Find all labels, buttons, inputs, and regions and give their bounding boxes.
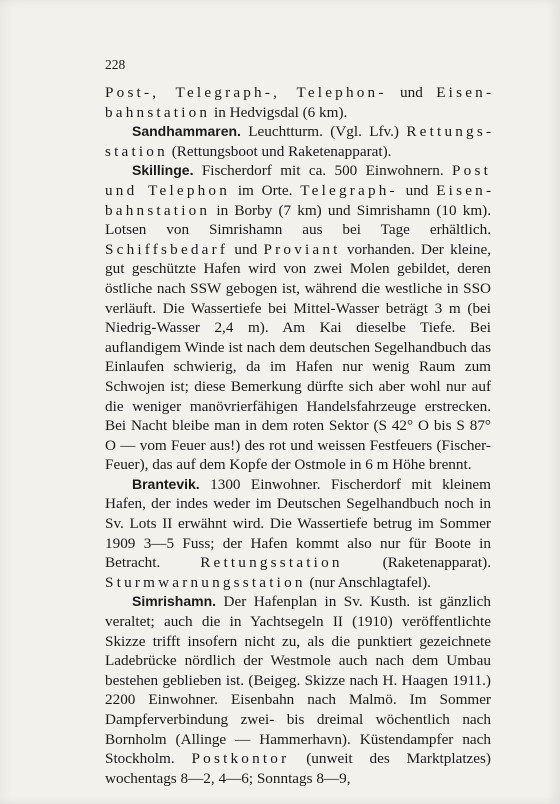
spaced-text: Post und Telephon bbox=[105, 162, 491, 199]
text-run: Der Hafenplan in Sv. Kusth. ist gänzlich veraltet; auch die in Yachtsegeln II (1910) veröffentlichte Skizze trifft insofern nicht zu, als die punktiert gezeichnete Ladebrücke nördlich der Westmole auch nach dem Umbau bestehen geblieben ist. (Beigeg. Skizze nach H. Haagen 1911.) 2200 Einwohner. Eisenbahn nach Malmö. Im Sommer Dampferverbindung zwei- bis dreimal wöchentlich nach Bornholm (Allinge — Hammerhavn). Küstendampfer nach Stockholm. bbox=[105, 593, 491, 768]
spaced-text: Postkontor bbox=[191, 750, 290, 768]
text-run: und bbox=[397, 181, 437, 199]
text-run: 1300 Einwohner. Fischerdorf mit kleinem Hafen, der indes weder im Deutschen Segelhandbuch noch in Sv. Lots II erwähnt wird. Die Wassertiefe betrug im Sommer 1909 3—5 Fuss; der Hafen kommt also nur für Boote in Betracht. bbox=[105, 475, 491, 572]
text-run: (Raketenapparat). bbox=[342, 554, 491, 572]
spaced-text: Rettungsstation bbox=[105, 123, 491, 160]
text-run: im Orte. bbox=[230, 181, 301, 199]
text-run: (nur Anschlagtafel). bbox=[305, 573, 431, 591]
paragraph-simrishamn bbox=[105, 592, 491, 788]
text-run: (Rettungsboot und Raketenapparat). bbox=[167, 142, 392, 160]
spaced-text: Eisenbahnstation bbox=[105, 181, 492, 219]
spaced-text: Schiffsbedarf bbox=[105, 240, 229, 258]
paragraph-skillinge bbox=[105, 161, 491, 475]
text-run: in Hedvigsdal (6 km). bbox=[210, 103, 348, 121]
body-text bbox=[105, 83, 491, 788]
text-run: und bbox=[386, 84, 437, 101]
text-run: in Borby (7 km) und Simrishamn (10 km). Lotsen von Simrishamn aus bei Tage erhältlich. bbox=[105, 201, 491, 239]
spaced-text: Sturmwarnungsstation bbox=[105, 573, 306, 591]
place-heading: Sandhammaren. bbox=[132, 123, 241, 140]
paragraph-hedvigsdal bbox=[105, 83, 491, 122]
spaced-text: Eisenbahnstation bbox=[105, 84, 491, 121]
spaced-text: Rettungsstation bbox=[200, 554, 343, 572]
paragraph-sandhammaren bbox=[105, 122, 491, 161]
text-run: (unweit des Marktplatzes) wochentags 8—2, 4—6; Sonntags 8—9, bbox=[105, 750, 491, 787]
spaced-text: Post-, Telegraph-, Telephon- bbox=[105, 84, 387, 101]
text-run: vorhanden. Der kleine, gut geschützte Hafen wird von zwei Molen gebildet, deren östliche nach SSW gebogen ist, während die westliche in SSO verläuft. Die Wassertiefe bei Mittel-Wasser beträgt 3 m (bei Niedrig-Wasser 2,4 m). Am Kai dieselbe Tiefe. Bei auflandigem Winde ist nach dem deutschen Segelhandbuch das Einlaufen schwierig, da im Hafen nur wenig Raum zum Schwojen ist; diese Bemerkung dürfte sich aber wohl nur auf die weniger manövrierfähigen Handelsfahrzeuge erstrecken. Bei Nacht bleibe man in dem roten Sektor (S 42° O bis S 87° O — vom Feuer aus!) des rot und weissen Festfeuers (Fischer-Feuer), das auf dem Kopfe der Ostmole in 6 m Höhe brennt. bbox=[105, 240, 492, 474]
text-run: Leuchtturm. (Vgl. Lfv.) bbox=[240, 123, 407, 141]
place-heading: Skillinge. bbox=[132, 162, 194, 179]
page-number: 228 bbox=[105, 57, 126, 72]
spaced-text: Telegraph- bbox=[300, 181, 398, 199]
spaced-text: Proviant bbox=[263, 240, 341, 258]
place-heading: Brantevik. bbox=[132, 475, 200, 492]
text-run: Fischerdorf mit ca. 500 Einwohnern. bbox=[193, 162, 453, 180]
place-heading: Simrishamn. bbox=[132, 593, 217, 610]
text-run: und bbox=[228, 240, 264, 258]
paragraph-brantevik bbox=[105, 475, 491, 593]
